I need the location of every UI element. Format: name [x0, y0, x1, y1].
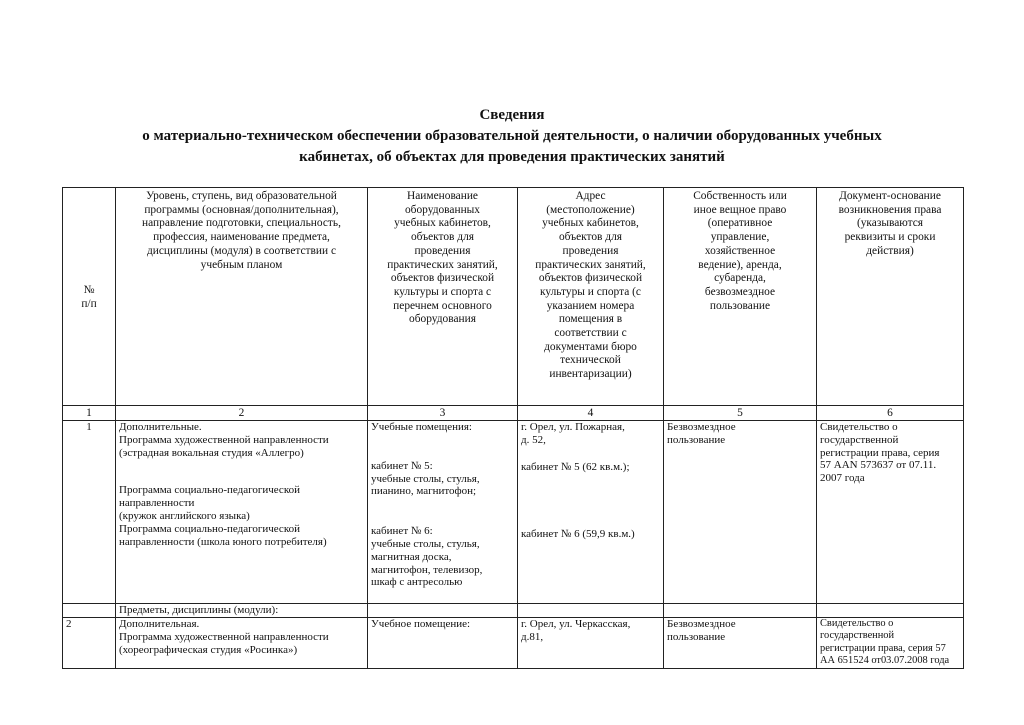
row-number: 1 [63, 421, 116, 604]
column-number: 2 [116, 406, 368, 421]
room-label: Учебные помещения: [371, 421, 472, 433]
header-document: Документ-основание возникновения права (указываются реквизиты и сроки действия) [817, 188, 964, 406]
subjects-cell: Предметы, дисциплины (модули): [116, 604, 368, 618]
header-rooms: Наименование оборудованных учебных кабинетов, объектов для проведения практических занятий, объектов физической культуры и спорта с перечнем основного оборудования [368, 188, 518, 406]
column-number: 3 [368, 406, 518, 421]
facilities-table [62, 187, 964, 669]
address-text: кабинет № 6 (59,9 кв.м.) [521, 528, 635, 541]
title-line-3: кабинетах, об объектах для проведения практических занятий [299, 149, 725, 165]
header-program: Уровень, ступень, вид образовательной программы (основная/дополнительная), направление подготовки, специальность, профессия, наименование предмета, дисциплины (модуля) в соответствии с учебным планом [116, 188, 368, 406]
table-row [63, 421, 964, 604]
room-cell [368, 421, 518, 604]
column-number: 4 [518, 406, 664, 421]
ownership-cell: Безвозмездное пользование [664, 618, 817, 669]
program-text: Дополнительные. Программа художественной направленности (эстрадная вокальная студия «Аллегро) [119, 421, 329, 459]
table-header-row [63, 188, 964, 406]
column-number-row [63, 406, 964, 421]
document-cell: Свидетельство о государственной регистрации права, серия 57 ААN 573637 от 07.11. 2007 года [817, 421, 964, 604]
room-description: кабинет № 5: учебные столы, стулья, пианино, магнитофон; [371, 459, 480, 498]
address-cell [518, 421, 664, 604]
header-address: Адрес (местоположение) учебных кабинетов, объектов для проведения практических занятий, объектов физической культуры и спорта (с указанием номера помещения в соответствии с документами бюро технической инвентаризации) [518, 188, 664, 406]
title-line-1: Сведения [479, 107, 545, 123]
program-cell: Дополнительная. Программа художественной направленности (хореографическая студия «Росинка») [116, 618, 368, 669]
row-number: 2 [63, 618, 116, 669]
room-cell: Учебное помещение: [368, 618, 518, 669]
column-number: 5 [664, 406, 817, 421]
address-cell: г. Орел, ул. Черкасская, д.81, [518, 618, 664, 669]
column-number: 6 [817, 406, 964, 421]
address-text: кабинет № 5 (62 кв.м.); [521, 460, 630, 473]
table-row [63, 604, 964, 618]
table-row [63, 618, 964, 669]
address-text: г. Орел, ул. Пожарная, д. 52, [521, 421, 625, 446]
title-line-2: о материально-техническом обеспечении образовательной деятельности, о наличии оборудованных учебных [142, 128, 882, 144]
room-description: кабинет № 6: учебные столы, стулья, магнитная доска, магнитофон, телевизор, шкаф с антресолью [371, 525, 483, 589]
program-cell [116, 421, 368, 604]
program-text: Программа социально-педагогической направленности (кружок английского языка) Программа социально-педагогической направленности (школа юного потребителя) [119, 484, 327, 548]
column-number: 1 [63, 406, 116, 421]
ownership-cell: Безвозмездное пользование [664, 421, 817, 604]
header-ownership: Собственность или иное вещное право (оперативное управление, хозяйственное ведение), аренда, субаренда, безвозмездное пользование [664, 188, 817, 406]
document-title [60, 105, 964, 168]
header-number: № п/п [63, 188, 116, 406]
document-cell: Свидетельство о государственной регистрации права, серия 57 АА 651524 от03.07.2008 года [817, 618, 964, 669]
